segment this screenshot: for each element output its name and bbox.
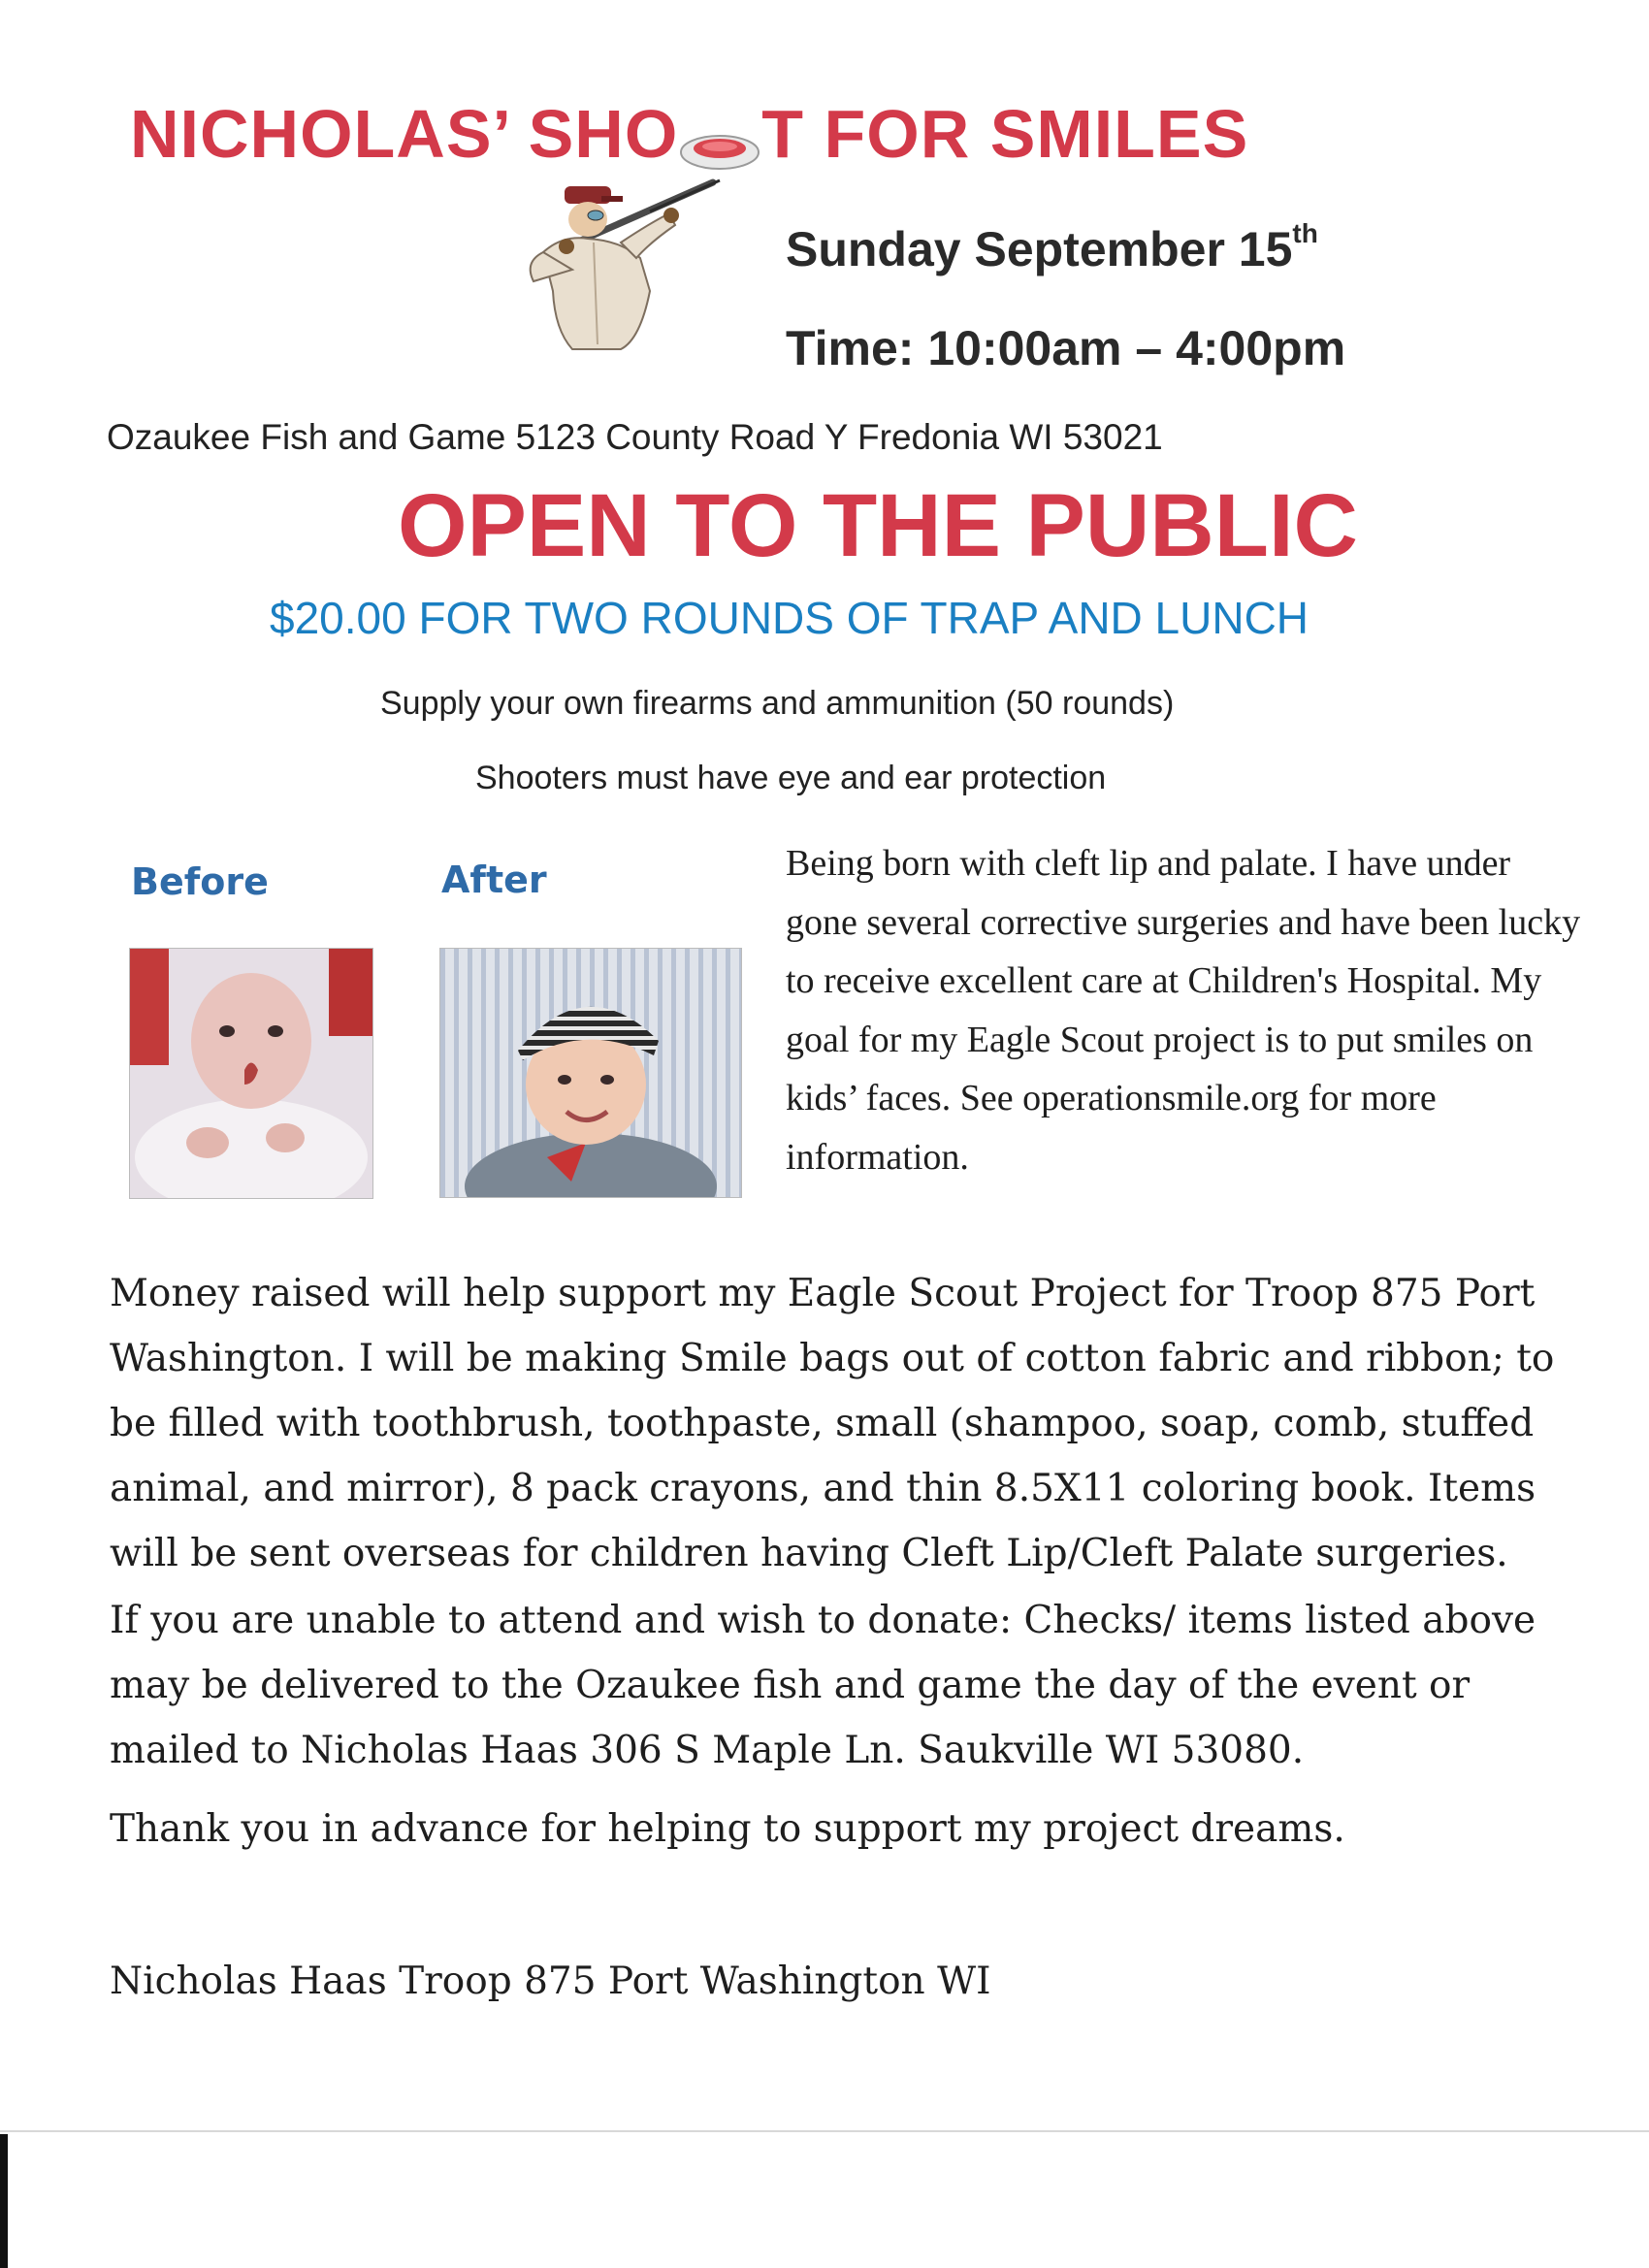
before-label: Before <box>131 860 269 903</box>
paragraph-thanks: Thank you in advance for helping to support my project dreams. <box>110 1807 1345 1851</box>
scan-edge <box>0 2134 8 2268</box>
before-photo <box>129 948 373 1199</box>
title-part-2: T FOR SMILES <box>761 96 1249 172</box>
trap-shooter-icon <box>504 165 728 354</box>
title-part-1: NICHOLAS’ SHO <box>130 96 679 172</box>
paragraph-project: Money raised will help support my Eagle Scout Project for Troop 875 Port Washington. I will be making Smile bags out of cotton fabric and ribbon; to be filled with toothbrush, toothpaste, small (shampoo, soap, comb, stuffed animal, and mirror), 8 pack crayons, and thin 8.5X11 coloring book. Items will be sent overseas for children having Cleft Lip/Cleft Palate surgeries. <box>110 1272 1555 1575</box>
page-edge-line <box>0 2130 1649 2132</box>
signature: Nicholas Haas Troop 875 Port Washington WI <box>110 1960 991 2003</box>
after-photo <box>439 948 742 1198</box>
date-suffix: th <box>1292 218 1318 249</box>
headline: OPEN TO THE PUBLIC <box>398 476 1358 575</box>
price-line: $20.00 FOR TWO ROUNDS OF TRAP AND LUNCH <box>270 593 1310 643</box>
after-label: After <box>441 859 547 901</box>
event-address: Ozaukee Fish and Game 5123 County Road Y Fredonia WI 53021 <box>107 417 1163 457</box>
clay-pigeon-icon <box>678 110 761 158</box>
flyer-title <box>130 95 1248 173</box>
date-text: Sunday September 15 <box>786 222 1293 276</box>
requirement-firearms: Supply your own firearms and ammunition (50 rounds) <box>380 685 1175 722</box>
event-date <box>786 218 1318 277</box>
paragraph-donate: If you are unable to attend and wish to donate: Checks/ items listed above may be delivered to the Ozaukee fish and game the day of the event or mailed to Nicholas Haas 306 S Maple Ln. Saukville WI 53080. <box>110 1599 1536 1772</box>
story-text: Being born with cleft lip and palate. I have under gone several corrective surgeries and have been lucky to receive excellent care at Children's Hospital. My goal for my Eagle Scout project is to put smiles on kids’ faces. See operationsmile.org for more information. <box>786 843 1581 1178</box>
requirement-protection: Shooters must have eye and ear protection <box>475 760 1107 796</box>
event-time: Time: 10:00am – 4:00pm <box>786 321 1346 375</box>
